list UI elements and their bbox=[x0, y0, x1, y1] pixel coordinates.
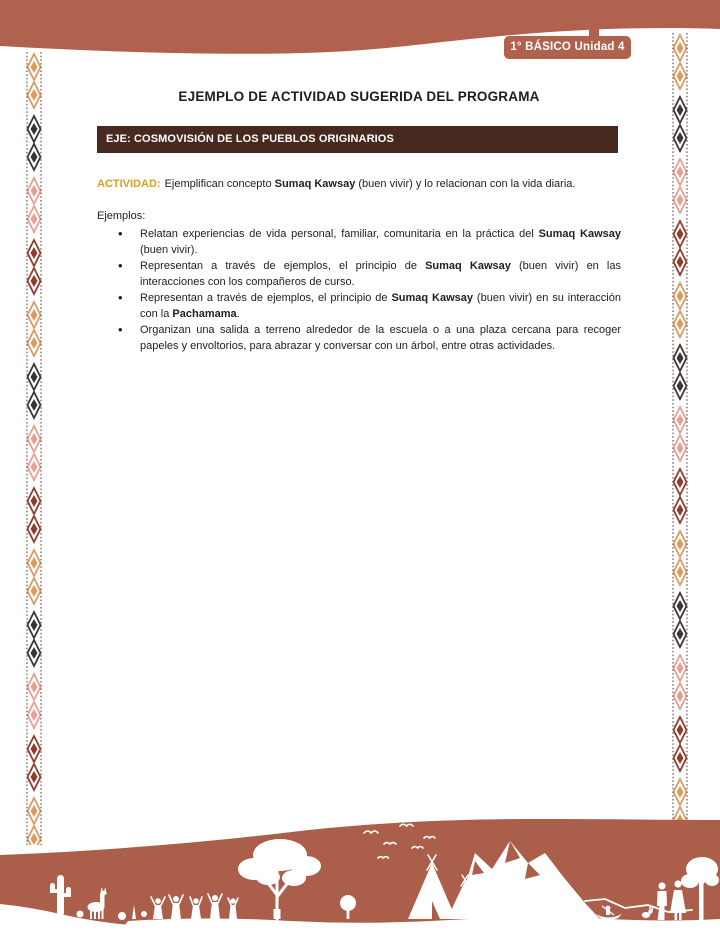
eje-banner: EJE: COSMOVISIÓN DE LOS PUEBLOS ORIGINARIOS bbox=[97, 126, 618, 153]
example-text: Relatan experiencias de vida personal, familiar, comunitaria en la práctica del bbox=[140, 228, 539, 240]
footer-hill bbox=[0, 819, 720, 925]
left-woven-border bbox=[26, 52, 42, 845]
example-item bbox=[97, 322, 621, 354]
right-woven-border bbox=[672, 33, 688, 822]
example-bold-term: Sumaq Kawsay bbox=[538, 228, 621, 240]
example-bold-term: Pachamama bbox=[172, 308, 237, 320]
example-text: Representan a través de ejemplos, el principio de bbox=[140, 260, 426, 272]
example-text: Organizan una salida a terreno alrededor de la escuela o a una plaza cercana para recoger papeles y envoltorios, para abrazar y conversar con un árbol, entre otras actividades. bbox=[140, 324, 621, 352]
example-text: (buen vivir) en su interacción con la bbox=[140, 292, 621, 320]
examples-list bbox=[97, 226, 621, 354]
activity-text-pre: Ejemplifican concepto bbox=[164, 178, 275, 190]
unit-badge: 1° BÁSICO Unidad 4 bbox=[504, 36, 631, 59]
example-text: (buen vivir). bbox=[140, 244, 198, 256]
page-title: EJEMPLO DE ACTIVIDAD SUGERIDA DEL PROGRAMA bbox=[178, 89, 540, 104]
example-text: (buen vivir) en las interacciones con los compañeros de curso. bbox=[140, 260, 621, 288]
example-text: . bbox=[236, 308, 240, 320]
example-item bbox=[97, 290, 621, 322]
example-bold-term: Sumaq Kawsay bbox=[425, 260, 511, 272]
example-item bbox=[97, 258, 621, 290]
activity-bold-term: Sumaq Kawsay bbox=[274, 178, 356, 190]
example-bold-term: Sumaq Kawsay bbox=[391, 292, 474, 304]
activity-paragraph bbox=[97, 176, 623, 192]
activity-label: ACTIVIDAD: bbox=[97, 178, 161, 190]
example-text: Representan a través de ejemplos, el principio de bbox=[140, 292, 392, 304]
activity-text-post: (buen vivir) y lo relacionan con la vida diaria. bbox=[355, 178, 576, 190]
example-item bbox=[97, 226, 621, 258]
footer-illustration bbox=[0, 813, 720, 925]
examples-label: Ejemplos: bbox=[97, 210, 146, 222]
